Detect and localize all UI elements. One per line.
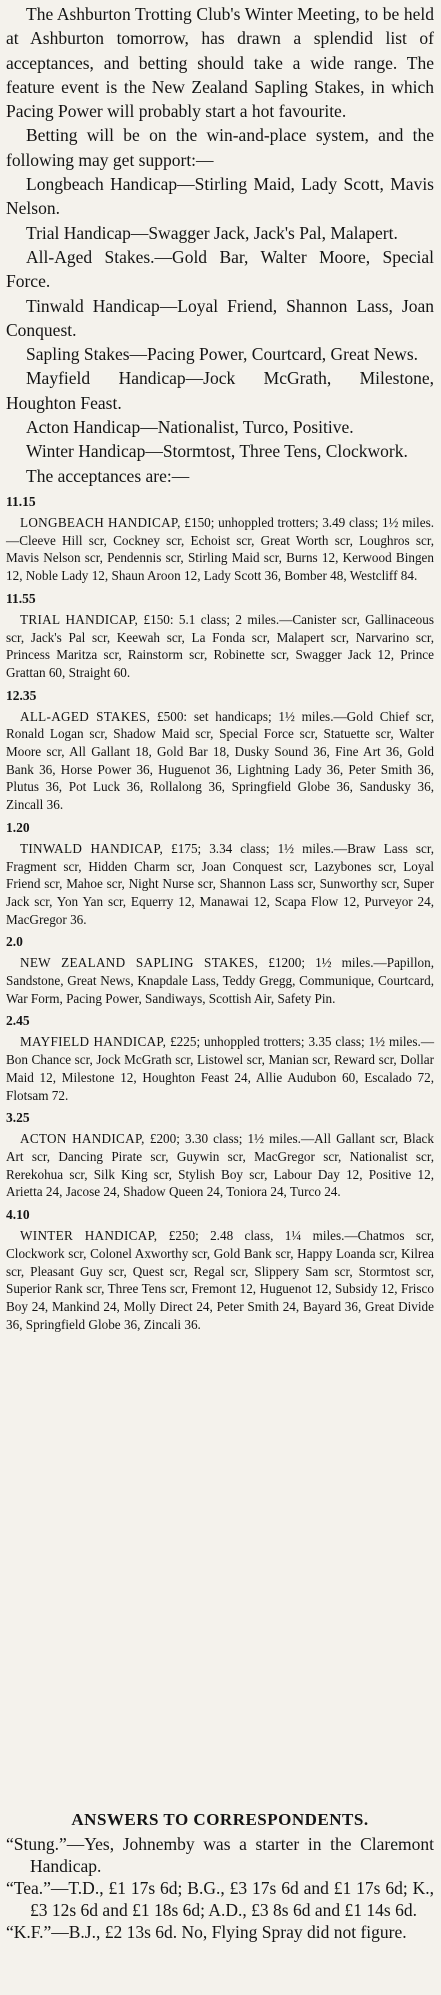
intro-paragraph: Betting will be on the win-and-place system, and the following may get support:— bbox=[6, 125, 434, 170]
race-details: £150: 5.1 class; 2 miles.—Canister scr, Gallinaceous scr, Jack's Pal scr, Keewah scr, La Fonda scr, Malapert scr, Narvarino scr, Princess Maritza scr, Rainstorm scr, Robinette scr, Swagger Jack 12, Prince Grattan 60, Straight 60. bbox=[6, 611, 435, 680]
race-time: 3.25 bbox=[6, 1110, 30, 1126]
race-name: LONGBEACH HANDICAP, bbox=[20, 515, 181, 530]
race-name: TRIAL HANDICAP, bbox=[20, 611, 139, 627]
race-details: £175; 3.34 class; 1½ miles.—Braw Lass scr, Fragment scr, Hidden Charm scr, Joan Conquest scr, Lazybones scr, Loyal Friend scr, Mahoe scr, Night Nurse scr, Shannon Lass scr, Sunworthy scr, Super Jack scr, Yon Yan scr, Equerry 12, Manawai 12, Scapa Flow 12, Purveyor 24, MacGregor 36. bbox=[6, 840, 435, 927]
race-name: TINWALD HANDICAP, bbox=[20, 840, 164, 856]
acceptances-lead: The acceptances are:— bbox=[26, 465, 190, 486]
race-details: £225; unhoppled trotters; 3.35 class; 1½ miles.—Bon Chance scr, Jock McGrath scr, Listowel scr, Manian scr, Reward scr, Dollar Maid 12, Milestone 12, Houghton Feast 24, Allie Audubon 60, Escalado 72, Flotsam 72. bbox=[6, 1034, 435, 1103]
race-time: 2.45 bbox=[6, 1013, 30, 1029]
race-time: 2.0 bbox=[6, 934, 23, 950]
answers-heading: ANSWERS TO CORRESPONDENTS. bbox=[71, 1810, 369, 1829]
answer-item: “Tea.”—T.D., £1 17s 6d; B.G., £3 17s 6d and £1 17s 6d; K., £3 12s 6d and £1 18s 6d; A.D., £3 8s 6d and £1 14s 6d. bbox=[6, 1878, 434, 1920]
race-entry bbox=[6, 686, 434, 814]
race-entry bbox=[6, 589, 434, 682]
race-time: 11.55 bbox=[6, 590, 36, 606]
race-entry bbox=[6, 1011, 434, 1104]
race-entry bbox=[6, 492, 434, 585]
race-name: WINTER HANDICAP, bbox=[20, 1228, 158, 1244]
race-details: £1200; 1½ miles.—Papillon, Sandstone, Great News, Knapdale Lass, Teddy Gregg, Communique, Courtcard, War Form, Pacing Power, Sandiways, Scottish Air, Safety Pin. bbox=[6, 955, 434, 1006]
race-entry bbox=[6, 932, 434, 1007]
article-intro bbox=[6, 2, 434, 488]
tip-line: Tinwald Handicap—Loyal Friend, Shannon Lass, Joan Conquest. bbox=[6, 295, 434, 340]
race-details: £500: set handicaps; 1½ miles.—Gold Chief scr, Ronald Logan scr, Shadow Maid scr, Special Force scr, Statuette scr, Walter Moore scr, All Gallant 18, Gold Bar 18, Dusky Sound 36, Fine Art 36, Gold Bank 36, Horse Power 36, Huguenot 36, Lightning Lady 36, Peter Smith 36, Plutus 36, Pot Luck 36, Rollalong 36, Springfield Globe 36, Sandusky 36, Zincall 36. bbox=[6, 708, 434, 813]
race-entry bbox=[6, 1205, 434, 1333]
race-time: 11.15 bbox=[6, 494, 36, 509]
tip-line: Acton Handicap—Nationalist, Turco, Positive. bbox=[26, 417, 354, 438]
race-name: ACTON HANDICAP, bbox=[20, 1131, 145, 1147]
race-name: ALL-AGED STAKES, bbox=[20, 708, 151, 724]
race-time: 4.10 bbox=[6, 1207, 30, 1223]
tip-line: All-Aged Stakes.—Gold Bar, Walter Moore, Special Force. bbox=[6, 246, 434, 292]
answer-item: “K.F.”—B.J., £2 13s 6d. No, Flying Spray did not figure. bbox=[6, 1922, 407, 1942]
race-name: MAYFIELD HANDICAP, bbox=[20, 1034, 167, 1050]
race-name: NEW ZEALAND SAPLING STAKES, bbox=[20, 955, 259, 971]
race-details: £250; 2.48 class, 1¼ miles.—Chatmos scr, Clockwork scr, Colonel Axworthy scr, Gold Bank scr, Happy Loanda scr, Kilrea scr, Pleasant Guy scr, Quest scr, Regal scr, Slippery Sam scr, Stormtost scr, Superior Rank scr, Three Tens scr, Fremont 12, Huguenot 12, Subsidy 12, Frisco Boy 24, Mankind 24, Molly Direct 24, Peter Smith 24, Bayard 36, Great Divide 36, Springfield Globe 36, Zincali 36. bbox=[6, 1228, 435, 1332]
race-details: £150; unhoppled trotters; 3.49 class; 1½ miles.—Cleeve Hill scr, Cockney scr, Echoist scr, Great Worth scr, Loughros scr, Mavis Nelson scr, Pendennis scr, Stirling Maid scr, Burns 12, Kerwood Bingen 12, Noble Lady 12, Shaun Aroon 12, Lady Scott 36, Bomber 48, Westcliff 84. bbox=[6, 515, 434, 584]
tip-line: Mayfield Handicap—Jock McGrath, Milestone, Houghton Feast. bbox=[6, 368, 434, 413]
tip-line: Sapling Stakes—Pacing Power, Courtcard, Great News. bbox=[26, 344, 418, 365]
race-time: 1.20 bbox=[6, 819, 30, 835]
race-details: £200; 3.30 class; 1½ miles.—All Gallant scr, Black Art scr, Dancing Pirate scr, Guywin scr, MacGregor scr, Nationalist scr, Rerekohua scr, Silk King scr, Stylish Boy scr, Labour Day 12, Positive 12, Arietta 24, Jacose 24, Shadow Queen 24, Toniora 24, Turco 24. bbox=[6, 1131, 434, 1200]
intro-paragraph: The Ashburton Trotting Club's Winter Meeting, to be held at Ashburton tomorrow, has drawn a splendid list of acceptances, and betting should take a wide range. The feature event is the New Zealand Sapling Stakes, in which Pacing Power will probably start a hot favourite. bbox=[6, 4, 434, 122]
race-entry bbox=[6, 1108, 434, 1201]
race-entry bbox=[6, 818, 434, 929]
race-time: 12.35 bbox=[6, 687, 37, 703]
answers-section bbox=[6, 1808, 434, 1943]
tip-line: Trial Handicap—Swagger Jack, Jack's Pal, Malapert. bbox=[26, 222, 398, 243]
acceptances-list bbox=[6, 492, 434, 1337]
tip-line: Longbeach Handicap—Stirling Maid, Lady Scott, Mavis Nelson. bbox=[6, 174, 434, 219]
tip-line: Winter Handicap—Stormtost, Three Tens, Clockwork. bbox=[26, 441, 408, 462]
answer-item: “Stung.”—Yes, Johnemby was a starter in the Claremont Handicap. bbox=[6, 1834, 434, 1876]
